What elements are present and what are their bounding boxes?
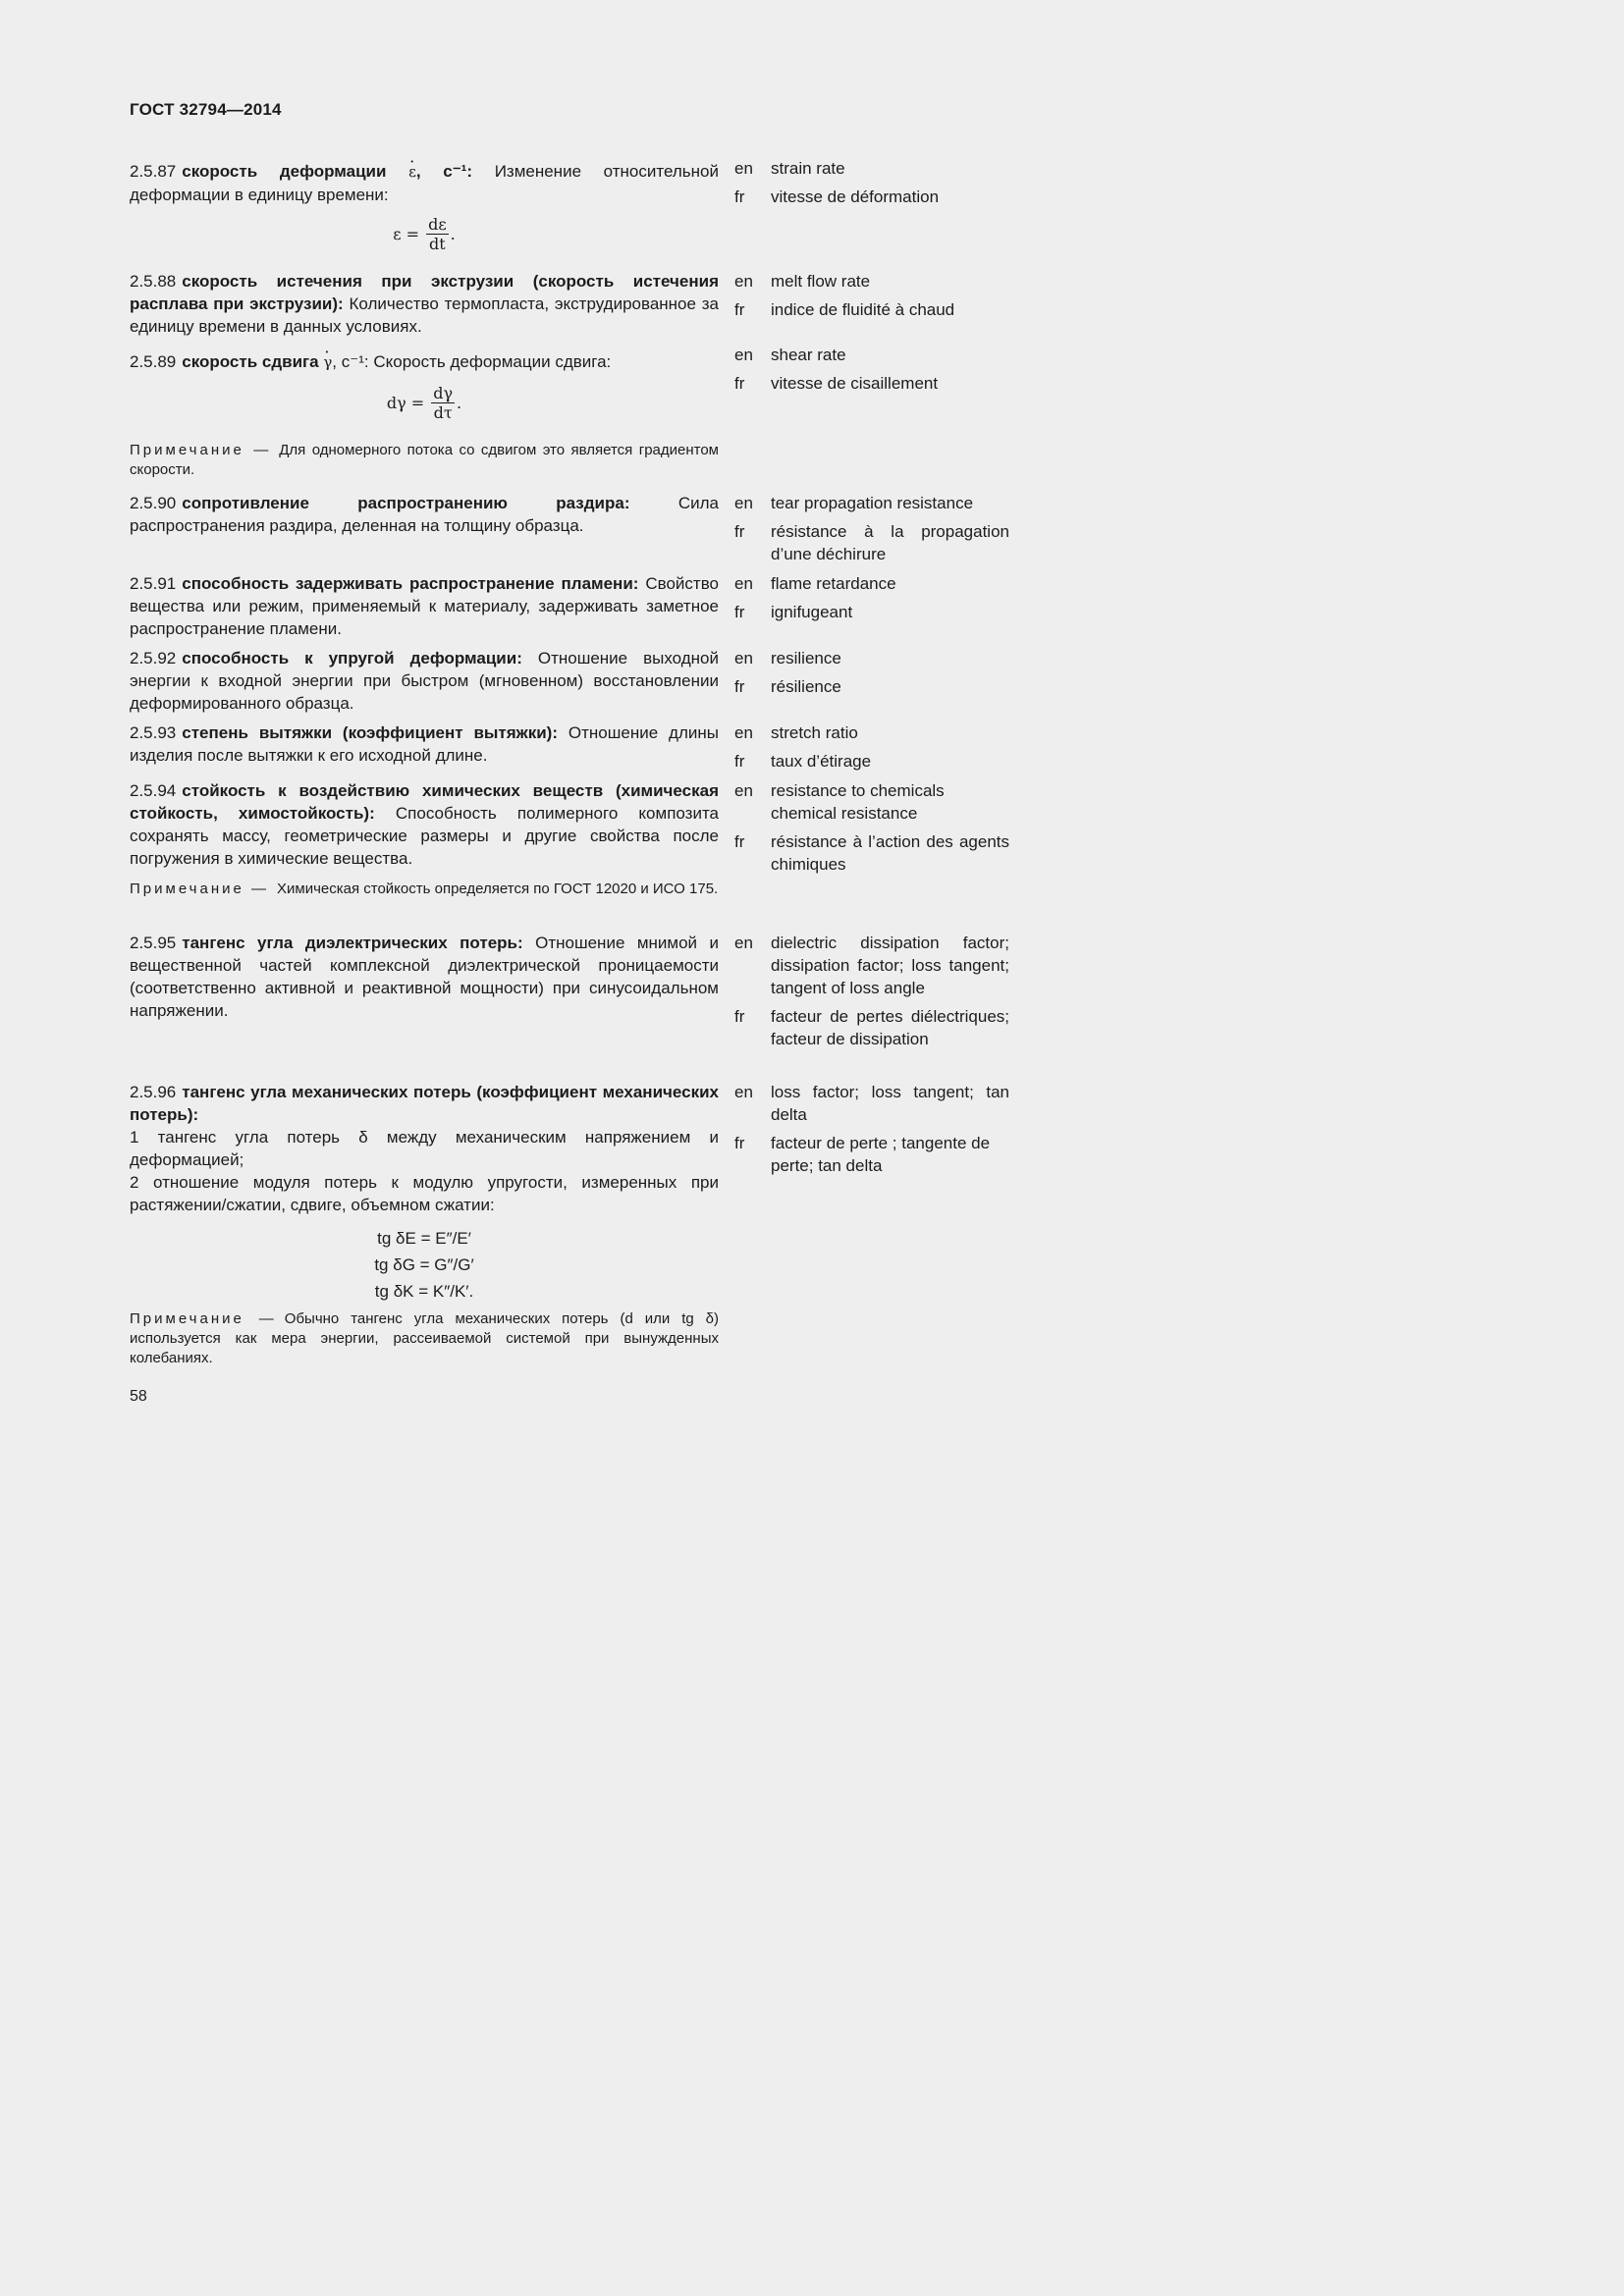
term-en: tear propagation resistance <box>771 494 974 512</box>
entry-symbol: · γ <box>323 351 332 374</box>
formula-numerator: dγ <box>433 384 454 402</box>
term-en: loss factor; loss tangent; tan delta <box>771 1083 1009 1124</box>
entry-term: стойкость к воздействию химических веществ (химическая стойкость, химостойкость): <box>130 781 719 823</box>
lang-code-en: en <box>734 159 753 178</box>
term-en: shear rate <box>771 346 846 364</box>
lang-code-en: en <box>734 723 753 742</box>
term-fr: vitesse de cisaillement <box>771 374 939 393</box>
term-fr: ignifugeant <box>771 603 853 621</box>
lang-code-en: en <box>734 1083 753 1101</box>
translations-2-5-94 <box>734 779 1009 881</box>
note-text: Химическая стойкость определяется по ГОСТ 12020 и ИСО 175. <box>277 881 719 897</box>
entry-2-5-96 <box>130 1081 719 1216</box>
lang-code-en: en <box>734 934 753 952</box>
note-label: Примечание — <box>130 881 269 897</box>
entry-unit: , с⁻¹: <box>415 162 473 181</box>
term-en: resistance to chemicals chemical resistance <box>771 781 945 823</box>
entry-term: скорость истечения при экструзии (скорость истечения расплава при экструзии): <box>130 272 719 313</box>
formula-line: tg δE = E″/E′ <box>377 1229 471 1248</box>
entry-number: 2.5.93 <box>130 723 177 742</box>
translations-2-5-93 <box>734 721 1009 778</box>
lang-code-fr: fr <box>734 300 745 319</box>
translations-2-5-96 <box>734 1081 1009 1183</box>
entry-definition-1: 1 тангенс угла потерь δ между механическим напряжением и деформацией; <box>130 1128 719 1169</box>
formula-lhs: dγ = <box>386 394 425 412</box>
entry-term: скорость сдвига <box>182 352 319 371</box>
term-fr: facteur de pertes diélectriques; facteur de dissipation <box>771 1007 1009 1048</box>
translations-2-5-90 <box>734 492 1009 571</box>
lang-code-en: en <box>734 494 753 512</box>
entry-number: 2.5.96 <box>130 1083 177 1101</box>
term-en: stretch ratio <box>771 723 858 742</box>
entry-2-5-94 <box>130 779 719 870</box>
entry-definition: Способность полимерного композита сохранять массу, геометрические размеры и другие свойства после погружения в химические вещества. <box>130 804 719 868</box>
lang-code-fr: fr <box>734 522 745 541</box>
note-text: Для одномерного потока со сдвигом это является градиентом скорости. <box>130 442 719 478</box>
formula-block-loss-tangent <box>130 1225 719 1305</box>
term-fr: taux d’étirage <box>771 752 872 771</box>
lang-code-en: en <box>734 574 753 593</box>
note-2-5-89 <box>130 441 719 480</box>
formula-line: tg δK = K″/K′. <box>374 1282 474 1301</box>
note-label: Примечание — <box>130 442 272 458</box>
term-fr: vitesse de déformation <box>771 187 940 206</box>
term-fr: indice de fluidité à chaud <box>771 300 955 319</box>
entry-definition-2: 2 отношение модуля потерь к модулю упругости, измеренных при растяжении/сжатии, сдвиге, объемном сжатии: <box>130 1173 719 1214</box>
term-en: flame retardance <box>771 574 896 593</box>
note-2-5-94 <box>130 880 719 899</box>
entry-2-5-93 <box>130 721 719 767</box>
lang-code-en: en <box>734 649 753 667</box>
entry-2-5-88 <box>130 270 719 338</box>
entry-term: тангенс угла механических потерь (коэффициент механических потерь): <box>130 1083 719 1124</box>
entry-term: скорость деформации <box>182 162 387 181</box>
entry-definition: Изменение относительной деформации в единицу времени: <box>130 162 719 204</box>
entry-term: тангенс угла диэлектрических потерь: <box>182 934 523 952</box>
entry-definition: Скорость деформации сдвига: <box>373 352 612 371</box>
formula-line: tg δG = G″/G′ <box>374 1255 474 1274</box>
formula-strain-rate: ε = $\frac{d\varepsilon}{dt}$ . <box>393 215 456 253</box>
lang-code-fr: fr <box>734 187 745 206</box>
entry-2-5-92 <box>130 647 719 715</box>
formula-denominator: dτ <box>433 403 453 422</box>
term-fr: résistance à l’action des agents chimiques <box>771 832 1009 874</box>
entry-number: 2.5.92 <box>130 649 177 667</box>
lang-code-fr: fr <box>734 752 745 771</box>
formula-denominator: dt <box>429 235 446 253</box>
entry-2-5-95 <box>130 932 719 1022</box>
lang-code-en: en <box>734 272 753 291</box>
translations-2-5-88 <box>734 270 1009 327</box>
page-number: 58 <box>130 1388 147 1405</box>
entry-number: 2.5.95 <box>130 934 177 952</box>
entry-number: 2.5.87 <box>130 162 177 181</box>
entry-number: 2.5.91 <box>130 574 177 593</box>
term-fr: facteur de perte ; tangente de perte; tan delta <box>771 1134 991 1175</box>
translations-2-5-87 <box>734 157 1009 214</box>
translations-2-5-92 <box>734 647 1009 704</box>
entry-definition: Отношение мнимой и вещественной частей комплексной диэлектрической проницаемости (соответственно активной и реактивной мощности) при синусоидальном напряжении. <box>130 934 719 1020</box>
entry-term: способность задерживать распространение пламени: <box>182 574 639 593</box>
entry-term: степень вытяжки (коэффициент вытяжки): <box>182 723 558 742</box>
lang-code-fr: fr <box>734 1134 745 1152</box>
term-en: dielectric dissipation factor; dissipation factor; loss tangent; tangent of loss angle <box>771 934 1009 997</box>
lang-code-fr: fr <box>734 374 745 393</box>
term-fr: résistance à la propagation d’une déchirure <box>771 522 1009 563</box>
entry-2-5-89 <box>130 350 719 374</box>
entry-number: 2.5.90 <box>130 494 177 512</box>
entry-definition: Количество термопласта, экструдированное за единицу времени в данных условиях. <box>130 294 719 336</box>
entry-number: 2.5.94 <box>130 781 177 800</box>
translations-2-5-91 <box>734 572 1009 629</box>
term-en: strain rate <box>771 159 845 178</box>
entry-number: 2.5.89 <box>130 352 177 371</box>
page-header: ГОСТ 32794—2014 <box>130 100 282 119</box>
entry-2-5-87 <box>130 160 719 206</box>
entry-unit: , с⁻¹: <box>332 352 369 371</box>
lang-code-en: en <box>734 346 753 364</box>
note-text: Обычно тангенс угла механических потерь (d или tg δ) используется как мера энергии, рассеиваемой системой при вынужденных колебаниях. <box>130 1310 719 1366</box>
entry-term: сопротивление распространению раздира: <box>182 494 630 512</box>
entry-definition: Отношение длины изделия после вытяжки к его исходной длине. <box>130 723 719 765</box>
formula-fraction <box>431 385 455 423</box>
entry-number: 2.5.88 <box>130 272 177 291</box>
formula-shear-rate: dγ = $\frac{d\gamma}{d\tau}$ . <box>386 384 462 422</box>
translations-2-5-89 <box>734 344 1009 400</box>
entry-definition: Отношение выходной энергии к входной энергии при быстром (мгновенном) восстановлении деформированного образца. <box>130 649 719 713</box>
lang-code-fr: fr <box>734 1007 745 1026</box>
lang-code-en: en <box>734 781 753 800</box>
entry-term: способность к упругой деформации: <box>182 649 522 667</box>
note-label: Примечание — <box>130 1310 277 1327</box>
entry-2-5-90 <box>130 492 719 537</box>
formula-lhs: ε = <box>393 225 420 243</box>
lang-code-fr: fr <box>734 832 745 851</box>
entry-definition: Сила распространения раздира, деленная на толщину образца. <box>130 494 719 535</box>
entry-definition: Свойство вещества или режим, применяемый к материалу, задерживать заметное распространение пламени. <box>130 574 719 638</box>
formula-numerator: dε <box>428 215 447 234</box>
formula-fraction <box>426 216 449 254</box>
lang-code-fr: fr <box>734 603 745 621</box>
translations-2-5-95 <box>734 932 1009 1056</box>
entry-2-5-91 <box>130 572 719 640</box>
entry-symbol: · ε <box>408 161 416 184</box>
term-en: melt flow rate <box>771 272 871 291</box>
term-en: resilience <box>771 649 841 667</box>
term-fr: résilience <box>771 677 841 696</box>
lang-code-fr: fr <box>734 677 745 696</box>
note-2-5-96 <box>130 1309 719 1368</box>
